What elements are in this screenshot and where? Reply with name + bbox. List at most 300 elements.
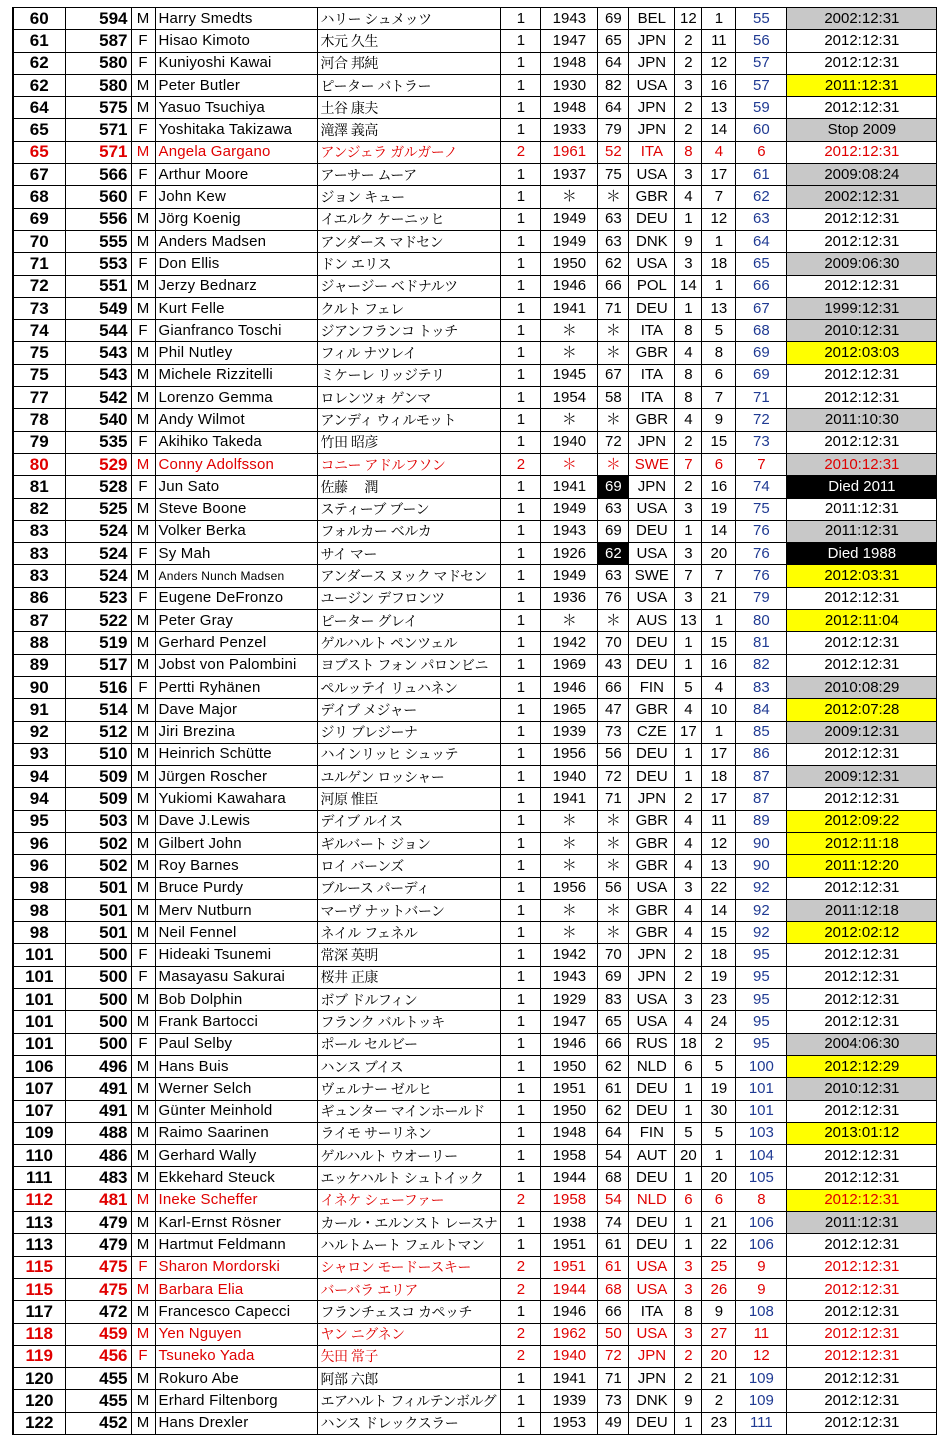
country-code-cell: 4	[675, 922, 702, 944]
date-cell: 2013:01:12	[787, 1122, 937, 1144]
birth-year-cell: 1929	[541, 989, 598, 1011]
japanese-name-cell: デイブ メジャー	[317, 699, 501, 721]
index-cell: 76	[736, 565, 787, 587]
country-cell: GBR	[629, 699, 675, 721]
birth-year-cell: 1951	[541, 1234, 598, 1256]
rank-cell: 113	[13, 1234, 65, 1256]
birth-year-cell: 1946	[541, 1301, 598, 1323]
country-code-cell: 2	[675, 476, 702, 498]
name-cell: Phil Nutley	[155, 342, 317, 364]
count-cell: 2	[501, 1323, 541, 1345]
points-cell: 523	[65, 587, 131, 609]
country-code-cell: 3	[675, 1256, 702, 1278]
country-cell: JPN	[629, 944, 675, 966]
date-cell: 2012:12:31	[787, 97, 937, 119]
name-cell: Hans Buis	[155, 1055, 317, 1077]
age-cell: 72	[598, 1345, 629, 1367]
count-cell: 1	[501, 520, 541, 542]
country-cell: USA	[629, 543, 675, 565]
sex-cell: M	[131, 1011, 155, 1033]
index-cell: 92	[736, 877, 787, 899]
country-rank-cell: 22	[702, 877, 736, 899]
date-cell: 2012:12:31	[787, 52, 937, 74]
count-cell: 1	[501, 699, 541, 721]
age-cell: 47	[598, 699, 629, 721]
age-cell: 79	[598, 119, 629, 141]
date-cell: 2002:12:31	[787, 8, 937, 30]
date-cell: 2002:12:31	[787, 186, 937, 208]
country-code-cell: 1	[675, 654, 702, 676]
country-rank-cell: 15	[702, 922, 736, 944]
rank-cell: 117	[13, 1301, 65, 1323]
date-cell: 2012:09:22	[787, 810, 937, 832]
date-cell: 2012:07:28	[787, 699, 937, 721]
name-cell: Hartmut Feldmann	[155, 1234, 317, 1256]
points-cell: 575	[65, 97, 131, 119]
japanese-name-cell: アンジェラ ガルガーノ	[317, 141, 501, 163]
count-cell: 1	[501, 654, 541, 676]
country-cell: ITA	[629, 1301, 675, 1323]
points-cell: 488	[65, 1122, 131, 1144]
country-cell: USA	[629, 1323, 675, 1345]
japanese-name-cell: ゲルハルト ペンツェル	[317, 632, 501, 654]
index-cell: 76	[736, 543, 787, 565]
table-row	[13, 119, 937, 141]
rank-cell: 101	[13, 944, 65, 966]
date-cell: 2011:12:31	[787, 520, 937, 542]
name-cell: Neil Fennel	[155, 922, 317, 944]
country-cell: USA	[629, 74, 675, 96]
rank-cell: 80	[13, 453, 65, 475]
date-cell: 2012:12:31	[787, 587, 937, 609]
sex-cell: M	[131, 1189, 155, 1211]
date-cell: 2009:08:24	[787, 164, 937, 186]
sex-cell: M	[131, 810, 155, 832]
count-cell: 1	[501, 253, 541, 275]
table-row	[13, 342, 937, 364]
country-cell: DEU	[629, 632, 675, 654]
country-cell: FIN	[629, 676, 675, 698]
sex-cell: M	[131, 699, 155, 721]
country-cell: BEL	[629, 8, 675, 30]
age-cell: 62	[598, 1100, 629, 1122]
date-cell: 2012:03:31	[787, 565, 937, 587]
rank-cell: 122	[13, 1412, 65, 1434]
index-cell: 92	[736, 922, 787, 944]
age-cell: 61	[598, 1256, 629, 1278]
birth-year-cell: ＊	[541, 320, 598, 342]
rank-cell: 73	[13, 297, 65, 319]
table-row	[13, 320, 937, 342]
table-row	[13, 8, 937, 30]
points-cell: 502	[65, 832, 131, 854]
date-cell: 2011:10:30	[787, 409, 937, 431]
index-cell: 59	[736, 97, 787, 119]
age-cell: 83	[598, 989, 629, 1011]
sex-cell: F	[131, 164, 155, 186]
table-row	[13, 1078, 937, 1100]
date-cell: 2009:06:30	[787, 253, 937, 275]
country-cell: DEU	[629, 766, 675, 788]
country-cell: ITA	[629, 387, 675, 409]
sex-cell: F	[131, 52, 155, 74]
name-cell: Anders Nunch Madsen	[155, 565, 317, 587]
table-row	[13, 676, 937, 698]
country-rank-cell: 18	[702, 766, 736, 788]
japanese-name-cell: シャロン モードースキー	[317, 1256, 501, 1278]
name-cell: Masayasu Sakurai	[155, 966, 317, 988]
japanese-name-cell: ロレンツォ ゲンマ	[317, 387, 501, 409]
birth-year-cell: 1950	[541, 1100, 598, 1122]
sex-cell: M	[131, 141, 155, 163]
age-cell: 68	[598, 1167, 629, 1189]
age-cell: ＊	[598, 186, 629, 208]
date-cell: 2012:12:31	[787, 208, 937, 230]
country-cell: POL	[629, 275, 675, 297]
date-cell: 2012:12:31	[787, 1345, 937, 1367]
age-cell: 72	[598, 431, 629, 453]
table-row	[13, 1055, 937, 1077]
japanese-name-cell: ハルトムート フェルトマン	[317, 1234, 501, 1256]
table-row	[13, 1234, 937, 1256]
japanese-name-cell: 河原 惟臣	[317, 788, 501, 810]
count-cell: 1	[501, 297, 541, 319]
points-cell: 540	[65, 409, 131, 431]
country-rank-cell: 24	[702, 1011, 736, 1033]
country-rank-cell: 19	[702, 498, 736, 520]
age-cell: 61	[598, 1078, 629, 1100]
rank-cell: 110	[13, 1145, 65, 1167]
country-code-cell: 1	[675, 520, 702, 542]
sex-cell: M	[131, 1145, 155, 1167]
index-cell: 106	[736, 1212, 787, 1234]
country-cell: JPN	[629, 97, 675, 119]
count-cell: 1	[501, 587, 541, 609]
rank-cell: 115	[13, 1256, 65, 1278]
japanese-name-cell: フランチェスコ カペッチ	[317, 1301, 501, 1323]
points-cell: 517	[65, 654, 131, 676]
country-code-cell: 3	[675, 543, 702, 565]
birth-year-cell: 1943	[541, 8, 598, 30]
age-cell: ＊	[598, 453, 629, 475]
sex-cell: M	[131, 1301, 155, 1323]
sex-cell: M	[131, 788, 155, 810]
country-rank-cell: 20	[702, 1345, 736, 1367]
country-rank-cell: 4	[702, 141, 736, 163]
japanese-name-cell: ジャージー ベドナルツ	[317, 275, 501, 297]
sex-cell: M	[131, 1078, 155, 1100]
age-cell: 70	[598, 632, 629, 654]
table-row	[13, 788, 937, 810]
age-cell: ＊	[598, 832, 629, 854]
sex-cell: M	[131, 1055, 155, 1077]
age-cell: 56	[598, 877, 629, 899]
date-cell: 2012:12:31	[787, 1368, 937, 1390]
name-cell: Bob Dolphin	[155, 989, 317, 1011]
country-cell: USA	[629, 989, 675, 1011]
date-cell: 2012:12:31	[787, 966, 937, 988]
rank-cell: 87	[13, 610, 65, 632]
rank-cell: 83	[13, 543, 65, 565]
table-row	[13, 74, 937, 96]
ranking-table	[12, 7, 937, 1435]
rank-cell: 78	[13, 409, 65, 431]
birth-year-cell: 1951	[541, 1256, 598, 1278]
japanese-name-cell: 土谷 康夫	[317, 97, 501, 119]
birth-year-cell: ＊	[541, 610, 598, 632]
index-cell: 9	[736, 1256, 787, 1278]
points-cell: 543	[65, 364, 131, 386]
index-cell: 87	[736, 766, 787, 788]
country-rank-cell: 1	[702, 610, 736, 632]
age-cell: 54	[598, 1189, 629, 1211]
japanese-name-cell: ロイ バーンズ	[317, 855, 501, 877]
birth-year-cell: 1965	[541, 699, 598, 721]
table-row	[13, 1412, 937, 1434]
rank-cell: 64	[13, 97, 65, 119]
index-cell: 111	[736, 1412, 787, 1434]
japanese-name-cell: クルト フェレ	[317, 297, 501, 319]
japanese-name-cell: 阿部 六郎	[317, 1368, 501, 1390]
country-rank-cell: 2	[702, 1033, 736, 1055]
japanese-name-cell: ハリー シュメッツ	[317, 8, 501, 30]
name-cell: Peter Gray	[155, 610, 317, 632]
name-cell: Gianfranco Toschi	[155, 320, 317, 342]
points-cell: 479	[65, 1212, 131, 1234]
birth-year-cell: ＊	[541, 186, 598, 208]
name-cell: Lorenzo Gemma	[155, 387, 317, 409]
name-cell: Bruce Purdy	[155, 877, 317, 899]
index-cell: 90	[736, 832, 787, 854]
age-cell: 62	[598, 1055, 629, 1077]
sex-cell: M	[131, 453, 155, 475]
country-rank-cell: 17	[702, 164, 736, 186]
country-code-cell: 2	[675, 1345, 702, 1367]
name-cell: Francesco Capecci	[155, 1301, 317, 1323]
points-cell: 524	[65, 520, 131, 542]
date-cell: Died 2011	[787, 476, 937, 498]
age-cell: 71	[598, 297, 629, 319]
points-cell: 524	[65, 543, 131, 565]
country-cell: USA	[629, 164, 675, 186]
country-code-cell: 8	[675, 141, 702, 163]
country-rank-cell: 18	[702, 944, 736, 966]
index-cell: 109	[736, 1390, 787, 1412]
count-cell: 1	[501, 610, 541, 632]
birth-year-cell: 1946	[541, 676, 598, 698]
sex-cell: M	[131, 230, 155, 252]
age-cell: 72	[598, 766, 629, 788]
country-code-cell: 1	[675, 1412, 702, 1434]
table-row	[13, 186, 937, 208]
rank-cell: 83	[13, 520, 65, 542]
age-cell: ＊	[598, 855, 629, 877]
country-cell: DEU	[629, 1078, 675, 1100]
points-cell: 525	[65, 498, 131, 520]
points-cell: 500	[65, 989, 131, 1011]
country-cell: NLD	[629, 1055, 675, 1077]
japanese-name-cell: ジリ ブレジーナ	[317, 721, 501, 743]
country-rank-cell: 26	[702, 1278, 736, 1300]
rank-cell: 72	[13, 275, 65, 297]
birth-year-cell: 1946	[541, 1033, 598, 1055]
table-row	[13, 743, 937, 765]
points-cell: 549	[65, 297, 131, 319]
age-cell: 71	[598, 1368, 629, 1390]
japanese-name-cell: ジアンフランコ トッチ	[317, 320, 501, 342]
count-cell: 1	[501, 1033, 541, 1055]
points-cell: 509	[65, 788, 131, 810]
country-code-cell: 3	[675, 587, 702, 609]
birth-year-cell: ＊	[541, 855, 598, 877]
country-rank-cell: 16	[702, 654, 736, 676]
date-cell: 2012:12:31	[787, 1323, 937, 1345]
table-row	[13, 721, 937, 743]
count-cell: 1	[501, 74, 541, 96]
date-cell: 2012:12:31	[787, 1189, 937, 1211]
country-code-cell: 2	[675, 788, 702, 810]
birth-year-cell: ＊	[541, 342, 598, 364]
table-row	[13, 944, 937, 966]
rank-cell: 107	[13, 1078, 65, 1100]
table-row	[13, 208, 937, 230]
index-cell: 101	[736, 1078, 787, 1100]
birth-year-cell: 1938	[541, 1212, 598, 1234]
sex-cell: M	[131, 989, 155, 1011]
birth-year-cell: 1954	[541, 387, 598, 409]
table-row	[13, 1100, 937, 1122]
birth-year-cell: 1940	[541, 431, 598, 453]
count-cell: 1	[501, 1122, 541, 1144]
birth-year-cell: ＊	[541, 409, 598, 431]
name-cell: Angela Gargano	[155, 141, 317, 163]
name-cell: Yen Nguyen	[155, 1323, 317, 1345]
index-cell: 66	[736, 275, 787, 297]
index-cell: 106	[736, 1234, 787, 1256]
date-cell: 2011:12:20	[787, 855, 937, 877]
birth-year-cell: 1946	[541, 275, 598, 297]
age-cell: 69	[598, 520, 629, 542]
date-cell: 2010:12:31	[787, 1078, 937, 1100]
date-cell: 2012:12:31	[787, 275, 937, 297]
age-cell: 65	[598, 30, 629, 52]
country-cell: GBR	[629, 899, 675, 921]
index-cell: 105	[736, 1167, 787, 1189]
points-cell: 529	[65, 453, 131, 475]
rank-cell: 62	[13, 74, 65, 96]
age-cell: ＊	[598, 810, 629, 832]
japanese-name-cell: ジョン キュー	[317, 186, 501, 208]
rank-cell: 94	[13, 766, 65, 788]
country-code-cell: 7	[675, 453, 702, 475]
name-cell: Gerhard Wally	[155, 1145, 317, 1167]
rank-cell: 77	[13, 387, 65, 409]
country-cell: DEU	[629, 1167, 675, 1189]
age-cell: 75	[598, 164, 629, 186]
country-cell: DEU	[629, 297, 675, 319]
rank-cell: 98	[13, 899, 65, 921]
age-cell: 62	[598, 543, 629, 565]
sex-cell: F	[131, 431, 155, 453]
country-rank-cell: 6	[702, 453, 736, 475]
table-row	[13, 30, 937, 52]
points-cell: 516	[65, 676, 131, 698]
index-cell: 9	[736, 1278, 787, 1300]
index-cell: 100	[736, 1055, 787, 1077]
count-cell: 1	[501, 788, 541, 810]
birth-year-cell: 1950	[541, 1055, 598, 1077]
name-cell: Yukiomi Kawahara	[155, 788, 317, 810]
points-cell: 524	[65, 565, 131, 587]
sex-cell: M	[131, 877, 155, 899]
country-cell: RUS	[629, 1033, 675, 1055]
country-cell: JPN	[629, 476, 675, 498]
count-cell: 1	[501, 1412, 541, 1434]
age-cell: 66	[598, 275, 629, 297]
country-code-cell: 1	[675, 1100, 702, 1122]
country-code-cell: 2	[675, 944, 702, 966]
name-cell: Günter Meinhold	[155, 1100, 317, 1122]
table-row	[13, 922, 937, 944]
sex-cell: F	[131, 30, 155, 52]
japanese-name-cell: ボブ ドルフィン	[317, 989, 501, 1011]
count-cell: 1	[501, 30, 541, 52]
age-cell: 64	[598, 97, 629, 119]
country-code-cell: 18	[675, 1033, 702, 1055]
index-cell: 95	[736, 989, 787, 1011]
country-cell: GBR	[629, 832, 675, 854]
points-cell: 556	[65, 208, 131, 230]
country-rank-cell: 21	[702, 1212, 736, 1234]
date-cell: 2012:11:18	[787, 832, 937, 854]
name-cell: Merv Nutburn	[155, 899, 317, 921]
birth-year-cell: 1941	[541, 788, 598, 810]
age-cell: 74	[598, 1212, 629, 1234]
points-cell: 580	[65, 52, 131, 74]
country-rank-cell: 6	[702, 1189, 736, 1211]
table-row	[13, 877, 937, 899]
country-rank-cell: 23	[702, 1412, 736, 1434]
points-cell: 475	[65, 1256, 131, 1278]
birth-year-cell: 1926	[541, 543, 598, 565]
japanese-name-cell: 竹田 昭彦	[317, 431, 501, 453]
country-code-cell: 1	[675, 1212, 702, 1234]
points-cell: 544	[65, 320, 131, 342]
date-cell: 2012:12:31	[787, 387, 937, 409]
points-cell: 566	[65, 164, 131, 186]
date-cell: 2012:12:31	[787, 1412, 937, 1434]
country-rank-cell: 13	[702, 297, 736, 319]
date-cell: 2012:12:31	[787, 364, 937, 386]
age-cell: 66	[598, 1033, 629, 1055]
birth-year-cell: 1958	[541, 1189, 598, 1211]
count-cell: 1	[501, 877, 541, 899]
age-cell: ＊	[598, 610, 629, 632]
country-code-cell: 3	[675, 164, 702, 186]
table-row	[13, 1011, 937, 1033]
country-code-cell: 4	[675, 832, 702, 854]
birth-year-cell: 1930	[541, 74, 598, 96]
birth-year-cell: 1944	[541, 1167, 598, 1189]
sex-cell: M	[131, 610, 155, 632]
country-code-cell: 6	[675, 1189, 702, 1211]
points-cell: 496	[65, 1055, 131, 1077]
country-rank-cell: 20	[702, 543, 736, 565]
country-rank-cell: 1	[702, 8, 736, 30]
count-cell: 1	[501, 743, 541, 765]
name-cell: Jerzy Bednarz	[155, 275, 317, 297]
date-cell: 2011:12:31	[787, 74, 937, 96]
